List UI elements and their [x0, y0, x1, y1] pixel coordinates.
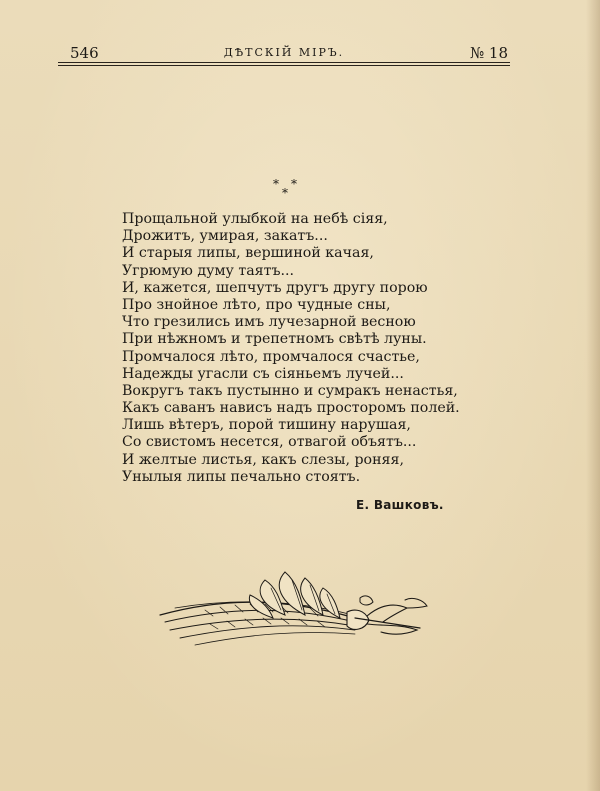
poem-line: Надежды угасли съ сіяньемъ лучей... [122, 365, 404, 382]
poem-line: Дрожитъ, умирая, закатъ... [122, 228, 328, 245]
poem-line: Промчалося лѣто, промчалося счастье, [122, 348, 420, 365]
page-number: 546 [70, 44, 99, 62]
poem [122, 211, 460, 486]
journal-title: ДѢТСКІЙ МІРЪ. [223, 46, 345, 59]
star: * [282, 186, 288, 200]
poem-line: При нѣжномъ и трепетномъ свѣтѣ луны. [122, 331, 427, 348]
poem-line: И желтые листья, какъ слезы, роняя, [122, 451, 404, 468]
poem-line: Унылыя липы печально стоятъ. [122, 468, 361, 485]
poem-line: Про знойное лѣто, про чудные сны, [122, 296, 391, 313]
asterism-separator [271, 178, 301, 202]
poem-line: Вокругъ такъ пустынно и сумракъ ненастья, [122, 382, 458, 399]
laurel-branch-with-ribbon-icon [155, 560, 435, 660]
page-edge-shadow [586, 0, 600, 791]
poem-line: И, кажется, шепчутъ другъ другу порою [122, 279, 428, 296]
poem-line: Со свистомъ несется, отвагой объятъ... [122, 434, 417, 451]
poem-line: Какъ саванъ нависъ надъ просторомъ полей. [122, 400, 460, 417]
poem-line: Лишь вѣтеръ, порой тишину нарушая, [122, 417, 411, 434]
issue-number: № 18 [469, 44, 508, 62]
star: * [291, 177, 297, 191]
poem-line: И старыя липы, вершиной качая, [122, 245, 374, 262]
header-rule [58, 62, 510, 66]
author-signature: Е. Вашковъ. [356, 498, 444, 512]
star: * [273, 177, 279, 191]
poem-line: Что грезились имъ лучезарной весною [122, 314, 416, 331]
page-header [58, 44, 510, 64]
poem-line: Прощальной улыбкой на небѣ сіяя, [122, 211, 388, 227]
poem-line: Угрюмую думу таятъ... [122, 262, 295, 279]
